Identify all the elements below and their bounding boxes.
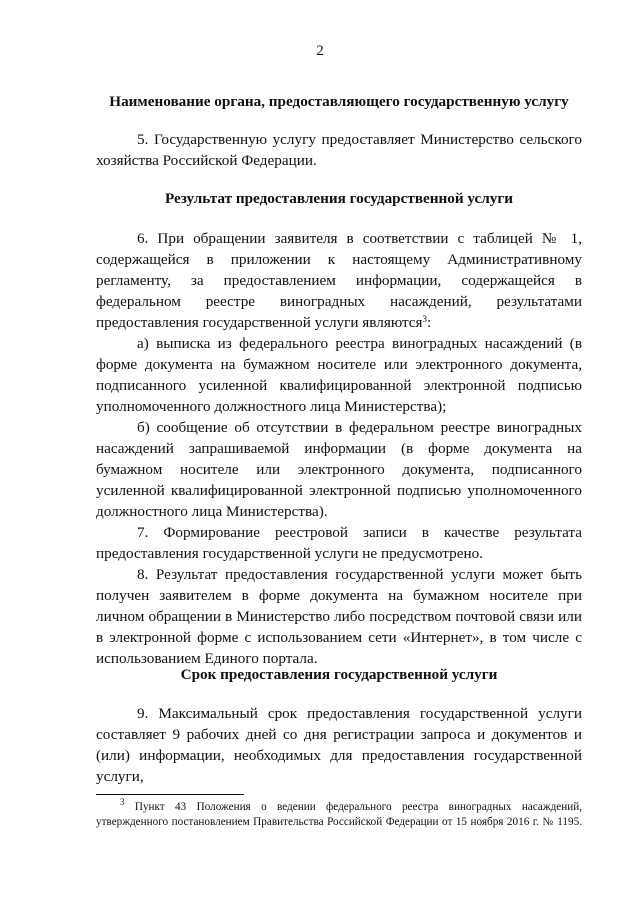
result-block <box>96 228 582 669</box>
paragraph-7: 7. Формирование реестровой записи в качестве результата предоставления государственной услуги не предусмотрено. <box>96 524 582 562</box>
paragraph-9: 9. Максимальный срок предоставления государственной услуги составляет 9 рабочих дней со дня регистрации запроса и документов и (или) информации, необходимых для предоставления государственной услуги, <box>96 705 582 785</box>
paragraph-6-text: 6. При обращении заявителя в соответствии с таблицей № 1, содержащейся в приложении к настоящему Административному регламенту, за предоставлением информации, содержащейся в федеральном реестре виноградных насаждений, результатами предоставления государственной услуги являются <box>96 230 582 331</box>
section-heading-result: Результат предоставления государственной услуги <box>164 190 514 207</box>
paragraph-8: 8. Результат предоставления государственной услуги может быть получен заявителем в форме документа на бумажном носителе при личном обращении в Министерство либо посредством почтовой связи или в электронной форме с использованием сети «Интернет», в том числе с использованием Единого портала. <box>96 566 582 667</box>
footnote-text: Пункт 43 Положения о ведении федерального реестра виноградных насаждений, утвержденного постановлением Правительства Российской Федерации от 15 ноября 2016 г. № 1195. <box>96 801 582 828</box>
paragraph-6-end: : <box>427 314 432 331</box>
section-heading-term: Срок предоставления государственной услуги <box>180 666 498 683</box>
footnote <box>96 797 582 830</box>
footnote-separator <box>96 794 244 795</box>
footnote-marker: 3 <box>120 797 125 807</box>
footnote-reference: 3 <box>422 314 428 324</box>
paragraph-6 <box>96 228 582 333</box>
page-number: 2 <box>316 43 324 59</box>
section-heading-agency: Наименование органа, предоставляющего государственную услугу <box>109 93 569 110</box>
paragraph-6b: б) сообщение об отсутствии в федеральном реестре виноградных насаждений запрашиваемой информации (в форме документа на бумажном носителе или электронного документа, подписанного усиленной квалифицированной электронной подписью уполномоченного должностного лица Министерства). <box>96 419 582 520</box>
paragraph-5-text: 5. Государственную услугу предоставляет Министерство сельского хозяйства Российской Федерации. <box>96 131 582 169</box>
paragraph-6a: а) выписка из федерального реестра виноградных насаждений (в форме документа на бумажном носителе или электронного документа, подписанного усиленной квалифицированной электронной подписью уполномоченного должностного лица Министерства); <box>96 335 582 415</box>
paragraph-5 <box>96 129 582 171</box>
term-block <box>96 703 582 787</box>
